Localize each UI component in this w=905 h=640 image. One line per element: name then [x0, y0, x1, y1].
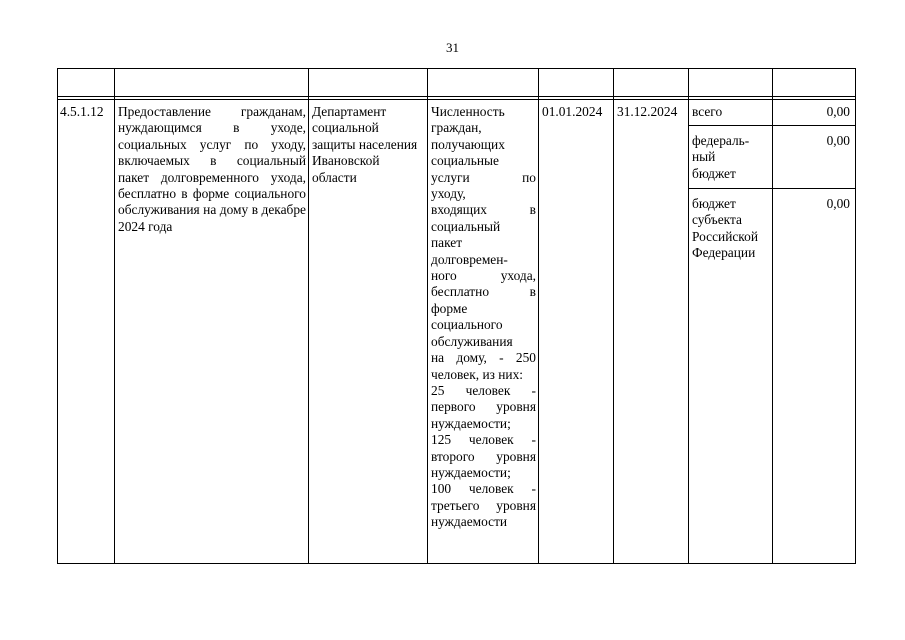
funding-source-line: бюджет	[692, 165, 736, 181]
indicator-line: первого уровня	[431, 399, 536, 415]
col-border-5	[613, 68, 614, 564]
indicator-line: третьего уровня	[431, 497, 536, 513]
indicator-line: социального	[431, 317, 503, 333]
indicator-line: социальные	[431, 153, 499, 169]
data-row-top-border	[57, 99, 856, 100]
row-code: 4.5.1.12	[60, 104, 104, 119]
indicator-line: бесплатно в	[431, 284, 536, 300]
col-border-8	[855, 68, 856, 564]
start-date: 01.01.2024	[542, 104, 603, 119]
indicator-line: долговремен-	[431, 251, 508, 267]
funding-source-line: Федерации	[692, 245, 756, 261]
funding-source-line: федераль-	[692, 133, 750, 148]
funding-amount-federal: 0,00	[826, 133, 850, 148]
indicator-line: граждан,	[431, 120, 482, 136]
end-date: 31.12.2024	[617, 104, 678, 119]
indicator-line: получающих	[431, 136, 505, 152]
funding-source-line: всего	[692, 104, 723, 119]
indicator-line: на дому, - 250	[431, 350, 536, 366]
table-bottom-border	[57, 563, 856, 564]
indicator-line: человек, из них:	[431, 366, 523, 382]
funding-source-line: бюджет	[692, 196, 736, 211]
indicator-line: входящих в	[431, 202, 536, 218]
indicator-line: ного ухода,	[431, 268, 536, 284]
indicator-line: форме	[431, 300, 468, 316]
indicator-line: нуждаемости	[431, 514, 508, 530]
funding-source-line: ный	[692, 149, 716, 165]
funding-source-regional	[692, 196, 770, 262]
indicator-line: уходу,	[431, 186, 466, 202]
col-border-2	[308, 68, 309, 564]
page-number: 31	[446, 40, 459, 55]
indicator-line: второго уровня	[431, 448, 536, 464]
table-top-border	[57, 68, 856, 69]
header-row-bottom-border	[57, 96, 856, 97]
col-border-3	[427, 68, 428, 564]
funding-source-federal	[692, 133, 770, 182]
funding-source-total	[692, 104, 770, 120]
funding-amount-regional: 0,00	[826, 196, 850, 211]
indicator-line: нуждаемости;	[431, 464, 511, 480]
col-border-6	[688, 68, 689, 564]
col-border-0	[57, 68, 58, 564]
funding-source-line: субъекта	[692, 212, 742, 228]
indicator-text	[431, 104, 536, 531]
indicator-line: Численность	[431, 104, 505, 119]
event-description: Предоставление гражданам, нуждающимся в уходе, социальных услуг по уходу, включаемых в социальный пакет долговременного ухода, бесплатно в форме социального обслуживания на дому в декабре 2024 года	[118, 104, 306, 234]
col-border-4	[538, 68, 539, 564]
col-border-7	[772, 68, 773, 564]
responsible-executor: Департамент социальной защиты населения Ивановской области	[312, 104, 418, 185]
indicator-line: нуждаемости;	[431, 415, 511, 431]
col-border-1	[114, 68, 115, 564]
indicator-line: 25 человек -	[431, 382, 536, 398]
activity-table	[57, 68, 856, 564]
indicator-line: услуги по	[431, 169, 536, 185]
indicator-line: пакет	[431, 235, 463, 251]
funding-amount-total: 0,00	[826, 104, 850, 119]
indicator-line: обслуживания	[431, 333, 513, 349]
funding-source-line: Российской	[692, 228, 758, 244]
indicator-line: 125 человек -	[431, 432, 536, 448]
indicator-line: 100 человек -	[431, 481, 536, 497]
indicator-line: социальный	[431, 218, 501, 234]
